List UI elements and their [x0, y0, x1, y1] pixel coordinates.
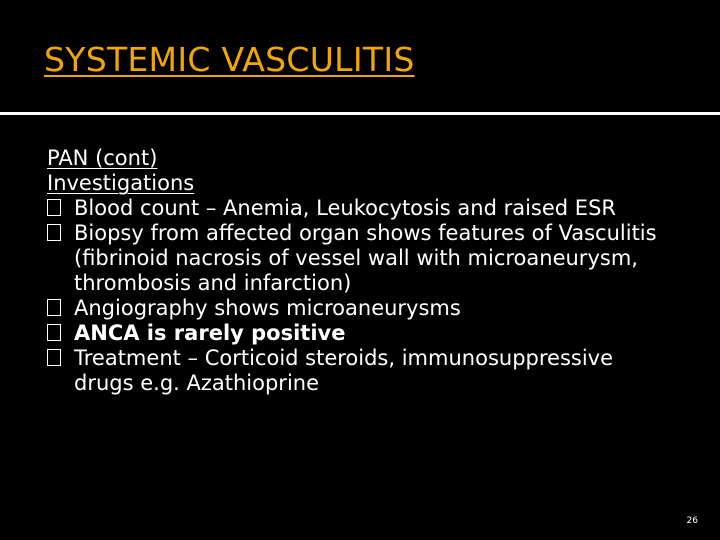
bullet-item [47, 296, 677, 321]
bullet-box-icon [47, 224, 61, 241]
subtitle: PAN (cont) [47, 146, 158, 170]
bullet-box-icon [47, 199, 61, 216]
bullet-box-icon [47, 349, 61, 366]
title-divider [0, 112, 720, 115]
bullet-box-icon [47, 324, 61, 341]
bullet-text: Biopsy from affected organ shows features of Vasculitis (fibrinoid nacrosis of vessel wall with microaneurysm, thrombosis and infarction) [74, 221, 657, 295]
bullet-item [47, 346, 677, 396]
bullet-text: Blood count – Anemia, Leukocytosis and raised ESR [74, 196, 616, 220]
bullet-box-icon [47, 299, 61, 316]
slide-body [47, 146, 677, 396]
bullet-text: ANCA is rarely positive [74, 321, 346, 345]
bullet-item [47, 196, 677, 221]
bullet-text: Angiography shows microaneurysms [74, 296, 461, 320]
bullet-item [47, 221, 677, 296]
slide-title: SYSTEMIC VASCULITIS [44, 40, 415, 79]
bullet-text: Treatment – Corticoid steroids, immunosuppressive drugs e.g. Azathioprine [74, 346, 614, 395]
bullet-item [47, 321, 677, 346]
page-number: 26 [686, 516, 698, 526]
section-heading: Investigations [47, 171, 195, 195]
